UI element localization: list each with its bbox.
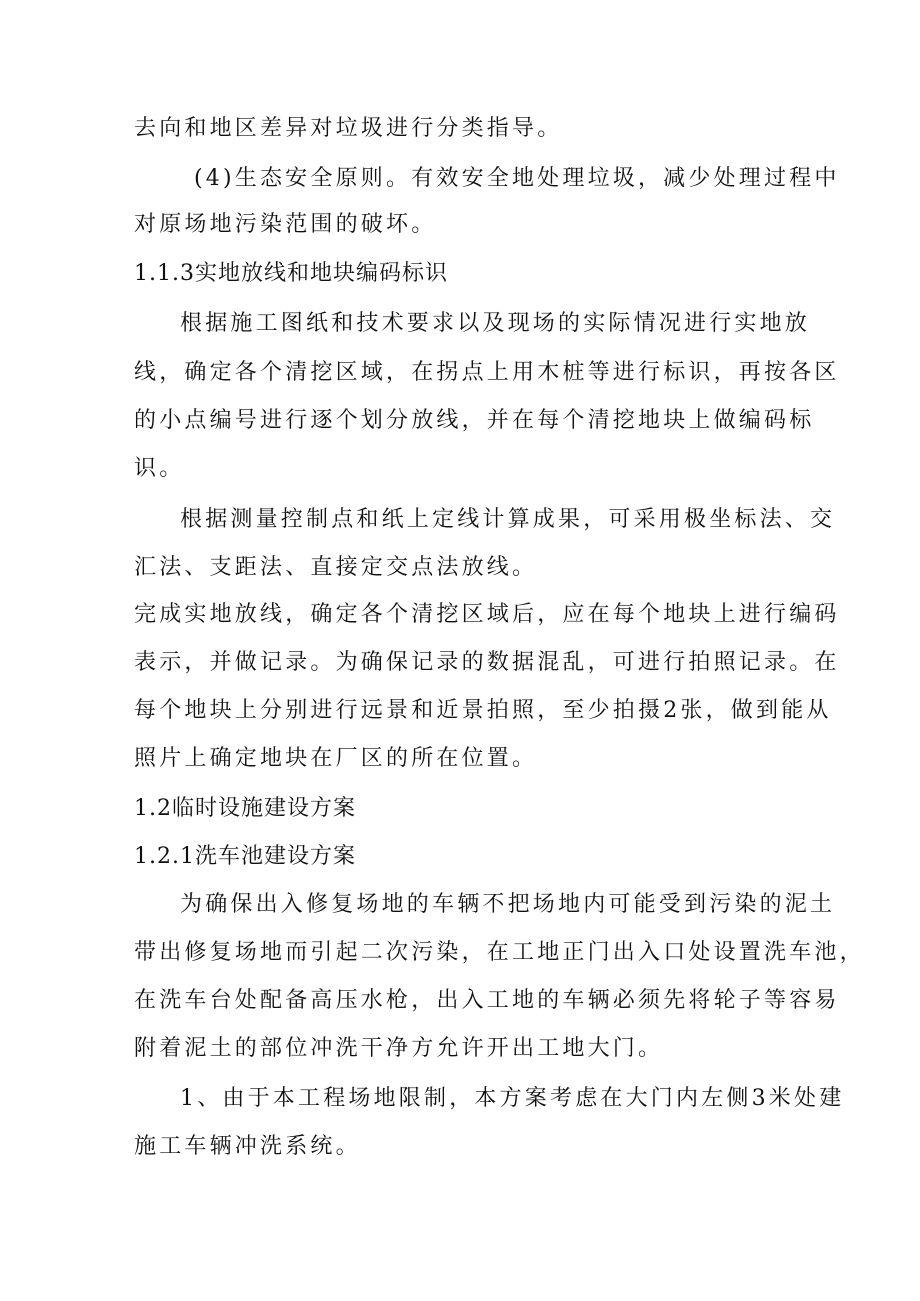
paragraph-line: 线，确定各个清挖区域，在拐点上用木桩等进行标识，再按各区 (134, 360, 840, 385)
paragraph-line: 附着泥土的部位冲洗干净方允许开出工地大门。 (134, 1036, 664, 1061)
section-heading: 1.2临时设施建设方案 (134, 796, 356, 821)
paragraph-line: 在洗车台处配备高压水枪，出入工地的车辆必须先将轮子等容易 (134, 988, 840, 1013)
paragraph-line: 为确保出入修复场地的车辆不把场地内可能受到污染的泥土 (180, 892, 836, 917)
paragraph-line: 根据测量控制点和纸上定线计算成果，可采用极坐标法、交 (180, 507, 836, 532)
paragraph-line: 带出修复场地而引起二次污染，在工地正门出入口处设置洗车池， (134, 940, 865, 965)
paragraph-line: 完成实地放线，确定各个清挖区域后，应在每个地块上进行编码 (134, 602, 840, 627)
paragraph-line: 汇法、支距法、直接定交点法放线。 (134, 555, 538, 580)
paragraph-line: 对原场地污染范围的破坏。 (134, 212, 437, 237)
section-heading: 1.1.3实地放线和地块编码标识 (134, 261, 448, 286)
paragraph-line: 表示，并做记录。为确保记录的数据混乱，可进行拍照记录。在 (134, 650, 840, 675)
paragraph-line: 根据施工图纸和技术要求以及现场的实际情况进行实地放 (180, 311, 811, 336)
paragraph-line: 照片上确定地块在厂区的所在位置。 (134, 746, 538, 771)
paragraph-line: 的小点编号进行逐个划分放线，并在每个清挖地块上做编码标 (134, 408, 815, 433)
paragraph-line: 1、由于本工程场地限制，本方案考虑在大门内左侧3米处建 (180, 1086, 845, 1111)
paragraph-line: 施工车辆冲洗系统。 (134, 1134, 361, 1159)
paragraph-line: 识。 (134, 456, 185, 481)
paragraph-line: 去向和地区差异对垃圾进行分类指导。 (134, 116, 563, 141)
section-heading: 1.2.1洗车池建设方案 (134, 844, 356, 869)
paragraph-line: (4)生态安全原则。有效安全地处理垃圾，减少处理过程中 (194, 166, 840, 191)
paragraph-line: 每个地块上分别进行远景和近景拍照，至少拍摄2张，做到能从 (134, 698, 832, 723)
